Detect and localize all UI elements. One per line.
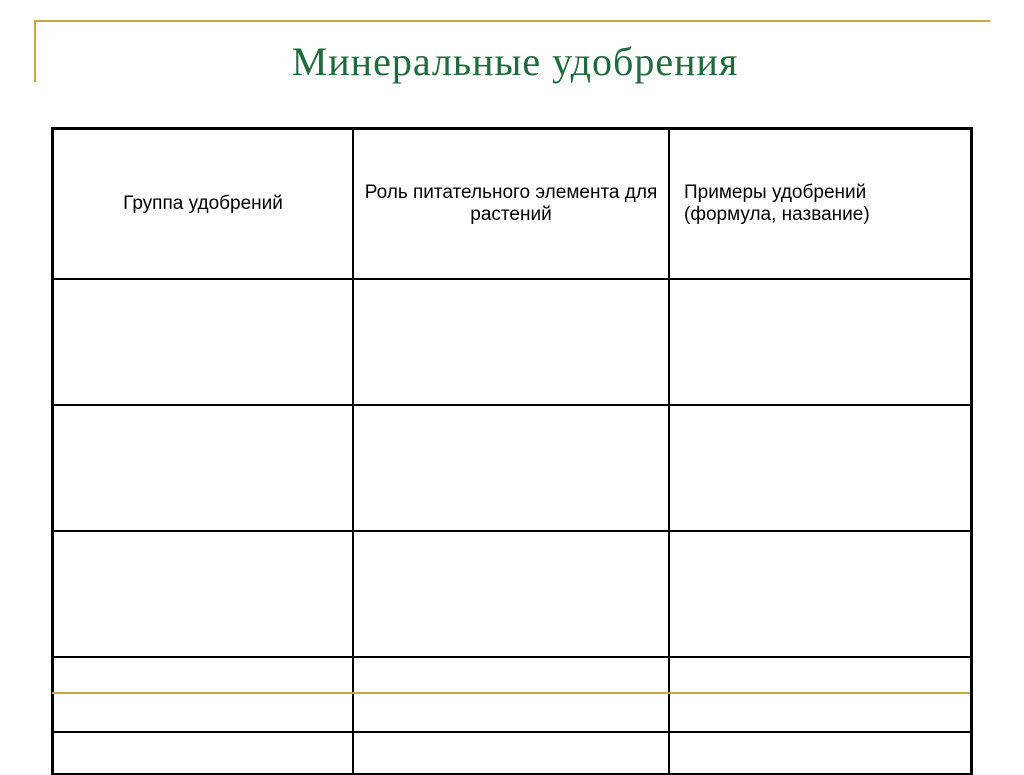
table-cell-group — [53, 405, 353, 531]
table-row — [53, 732, 971, 774]
table-row — [53, 657, 971, 732]
table-cell-role — [353, 531, 669, 657]
table-cell-role — [353, 405, 669, 531]
slide-top-rule — [34, 20, 990, 22]
table-header-row — [53, 129, 971, 279]
column-header-role: Роль питательного элемента для растений — [353, 129, 669, 279]
table-row — [53, 531, 971, 657]
fertilizer-table-container — [52, 128, 970, 775]
table-cell-group — [53, 657, 353, 732]
table-cell-role — [353, 279, 669, 405]
column-header-group: Группа удобрений — [53, 129, 353, 279]
column-header-examples: Примеры удобрений (формула, название) — [669, 129, 971, 279]
table-cell-group — [53, 531, 353, 657]
table-cell-examples — [669, 279, 971, 405]
table-cell-examples — [669, 531, 971, 657]
table-cell-group — [53, 279, 353, 405]
table-cell-examples — [669, 732, 971, 774]
table-cell-examples — [669, 405, 971, 531]
table-cell-examples — [669, 657, 971, 732]
fertilizer-table — [52, 128, 972, 775]
table-row — [53, 405, 971, 531]
table-cell-group — [53, 732, 353, 774]
table-cell-role — [353, 657, 669, 732]
page-title: Минеральные удобрения — [291, 39, 739, 84]
slide-left-rule — [34, 20, 36, 82]
table-row — [53, 279, 971, 405]
table-cell-role — [353, 732, 669, 774]
slide-bottom-rule — [52, 692, 970, 694]
